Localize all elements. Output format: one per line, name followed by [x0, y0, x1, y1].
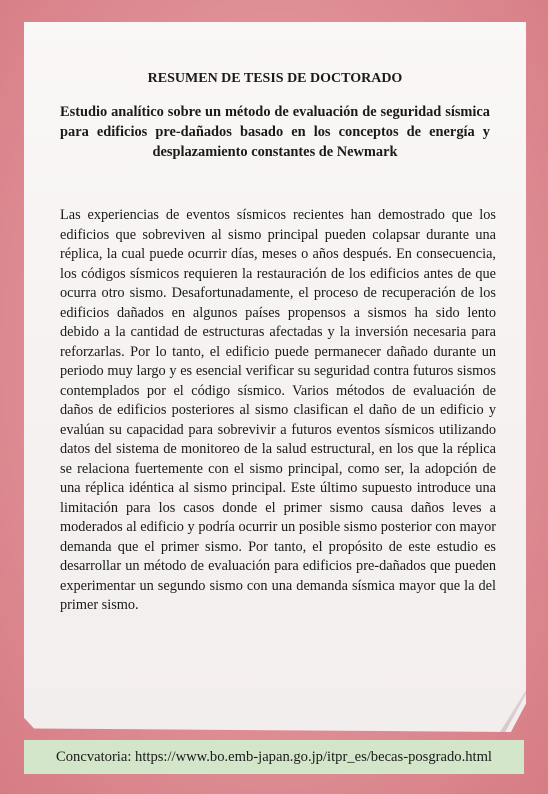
thesis-subtitle: Estudio analítico sobre un método de evaluación de seguridad sísmica para edificios pre-dañados basado en los conceptos de energía y desplazamiento constantes de Newmark — [60, 104, 490, 160]
abstract-body: Las experiencias de eventos sísmicos recientes han demostrado que los edificios que sobreviven al sismo principal pueden colapsar durante una réplica, la cual puede ocurrir días, meses o años después. En consecuencia, los códigos sísmicos requieren la restauración de los edificios antes de que ocurra otro sismo. Desafortunadamente, el proceso de recuperación de los edificios dañados en algunos países propensos a sismos ha sido lento debido a la cantidad de estructuras afectadas y la inversión necesaria para reforzarlas. Por lo tanto, el edificio puede permanecer dañado durante un periodo muy largo y es esencial verificar su seguridad contra futuros sismos contemplados por el código sísmico. Varios métodos de evaluación de daños de edificios posteriores al sismo clasifican el daño de un edificio y evalúan su capacidad para sobrevivir a futuros eventos sísmicos utilizando datos del sistema de monitoreo de la salud estructural, en los que la réplica se relaciona fuertemente con el sismo principal, como ser, la adopción de una réplica idéntica al sismo principal. Este último supuesto introduce una limitación para los casos donde el primer sismo causa daños leves a moderados al edificio y podría ocurrir un posible sismo posterior con mayor demanda que el primer sismo. Por tanto, el propósito de este estudio es desarrollar un método de evaluación para edificios pre-dañados que pueden experimentar un segundo sismo con una demanda sísmica mayor que la del primer sismo. — [60, 207, 496, 613]
document-title: RESUMEN DE TESIS DE DOCTORADO — [147, 71, 403, 86]
call-footer-banner: Concvatoria: https://www.bo.emb-japan.go.jp/itpr_es/becas-posgrado.html — [24, 740, 524, 774]
